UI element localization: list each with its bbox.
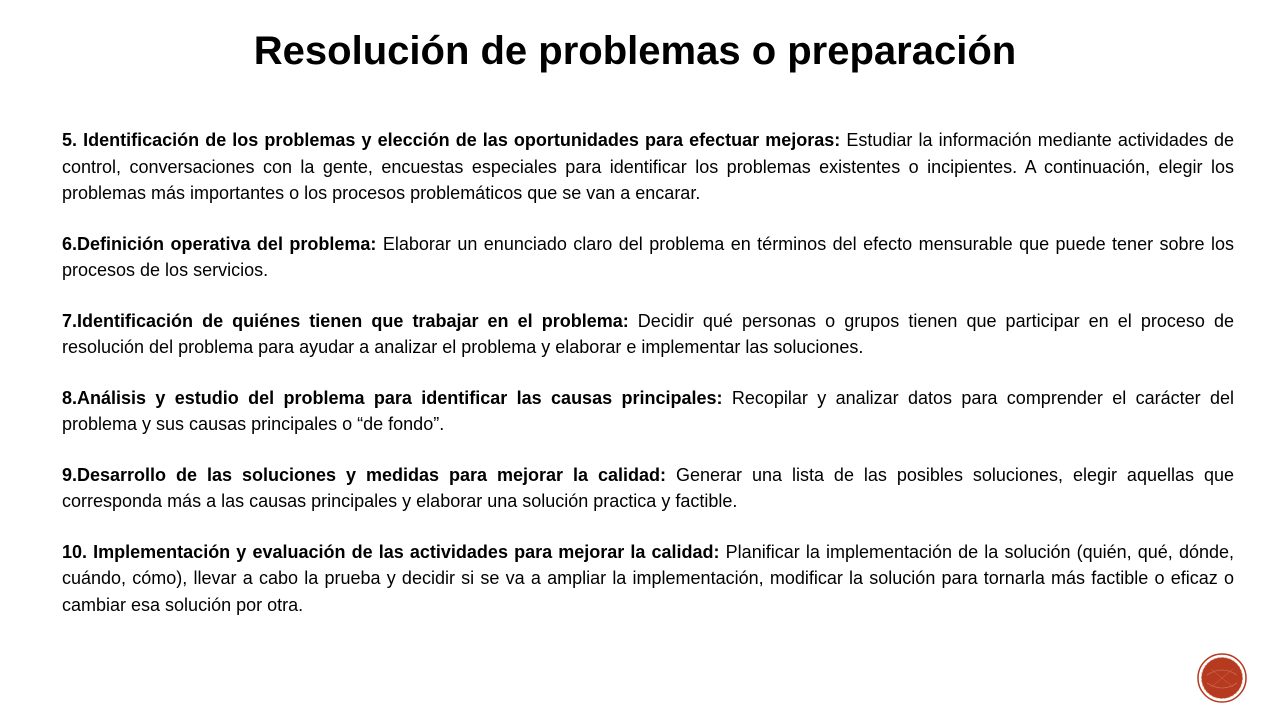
paragraph-step-7 [62,308,1234,361]
slide-body [62,127,1234,642]
paragraph-step-6 [62,231,1234,284]
paragraph-text: Elaborar un enunciado claro del problema en términos del efecto mensurable que puede tener sobre los procesos de los servicios. [62,233,1234,280]
paragraph-lead: 8.Análisis y estudio del problema para identificar las causas principales: [62,387,723,408]
paragraph-lead: 9.Desarrollo de las soluciones y medidas para mejorar la calidad: [62,464,666,485]
paragraph-lead: 7.Identificación de quiénes tienen que trabajar en el problema: [62,310,629,331]
paragraph-step-5 [62,127,1234,207]
paragraph-text: Planificar la implementación de la solución (quién, qué, dónde, cuándo, cómo), llevar a cabo la prueba y decidir si se va a ampliar la implementación, modificar la solución para tornarla más factible o eficaz o cambiar esa solución por otra. [62,541,1234,615]
paragraph-lead: 6.Definición operativa del problema: [62,233,377,254]
paragraph-step-9 [62,462,1234,515]
paragraph-text: Decidir qué personas o grupos tienen que participar en el proceso de resolución del problema para ayudar a analizar el problema y elaborar e implementar las soluciones. [62,310,1234,357]
paragraph-text: Recopilar y analizar datos para comprender el carácter del problema y sus causas principales o “de fondo”. [62,387,1234,434]
paragraph-lead: 10. Implementación y evaluación de las actividades para mejorar la calidad: [62,541,720,562]
paragraph-text: Generar una lista de las posibles soluciones, elegir aquellas que corresponda más a las causas principales y elaborar una solución practica y factible. [62,464,1234,511]
paragraph-step-8 [62,385,1234,438]
circle-emblem-icon [1197,653,1247,703]
slide-title: Resolución de problemas o preparación [253,29,1017,73]
paragraph-step-10 [62,539,1234,619]
decorative-circle-logo [1197,653,1247,703]
paragraph-lead: 5. Identificación de los problemas y elección de las oportunidades para efectuar mejoras: [62,130,841,150]
paragraph-text: Estudiar la información mediante actividades de control, conversaciones con la gente, encuestas especiales para identificar los problemas existentes o incipientes. A continuación, elegir los problemas más importantes o los procesos problemáticos que se van a encarar. [62,130,1234,203]
